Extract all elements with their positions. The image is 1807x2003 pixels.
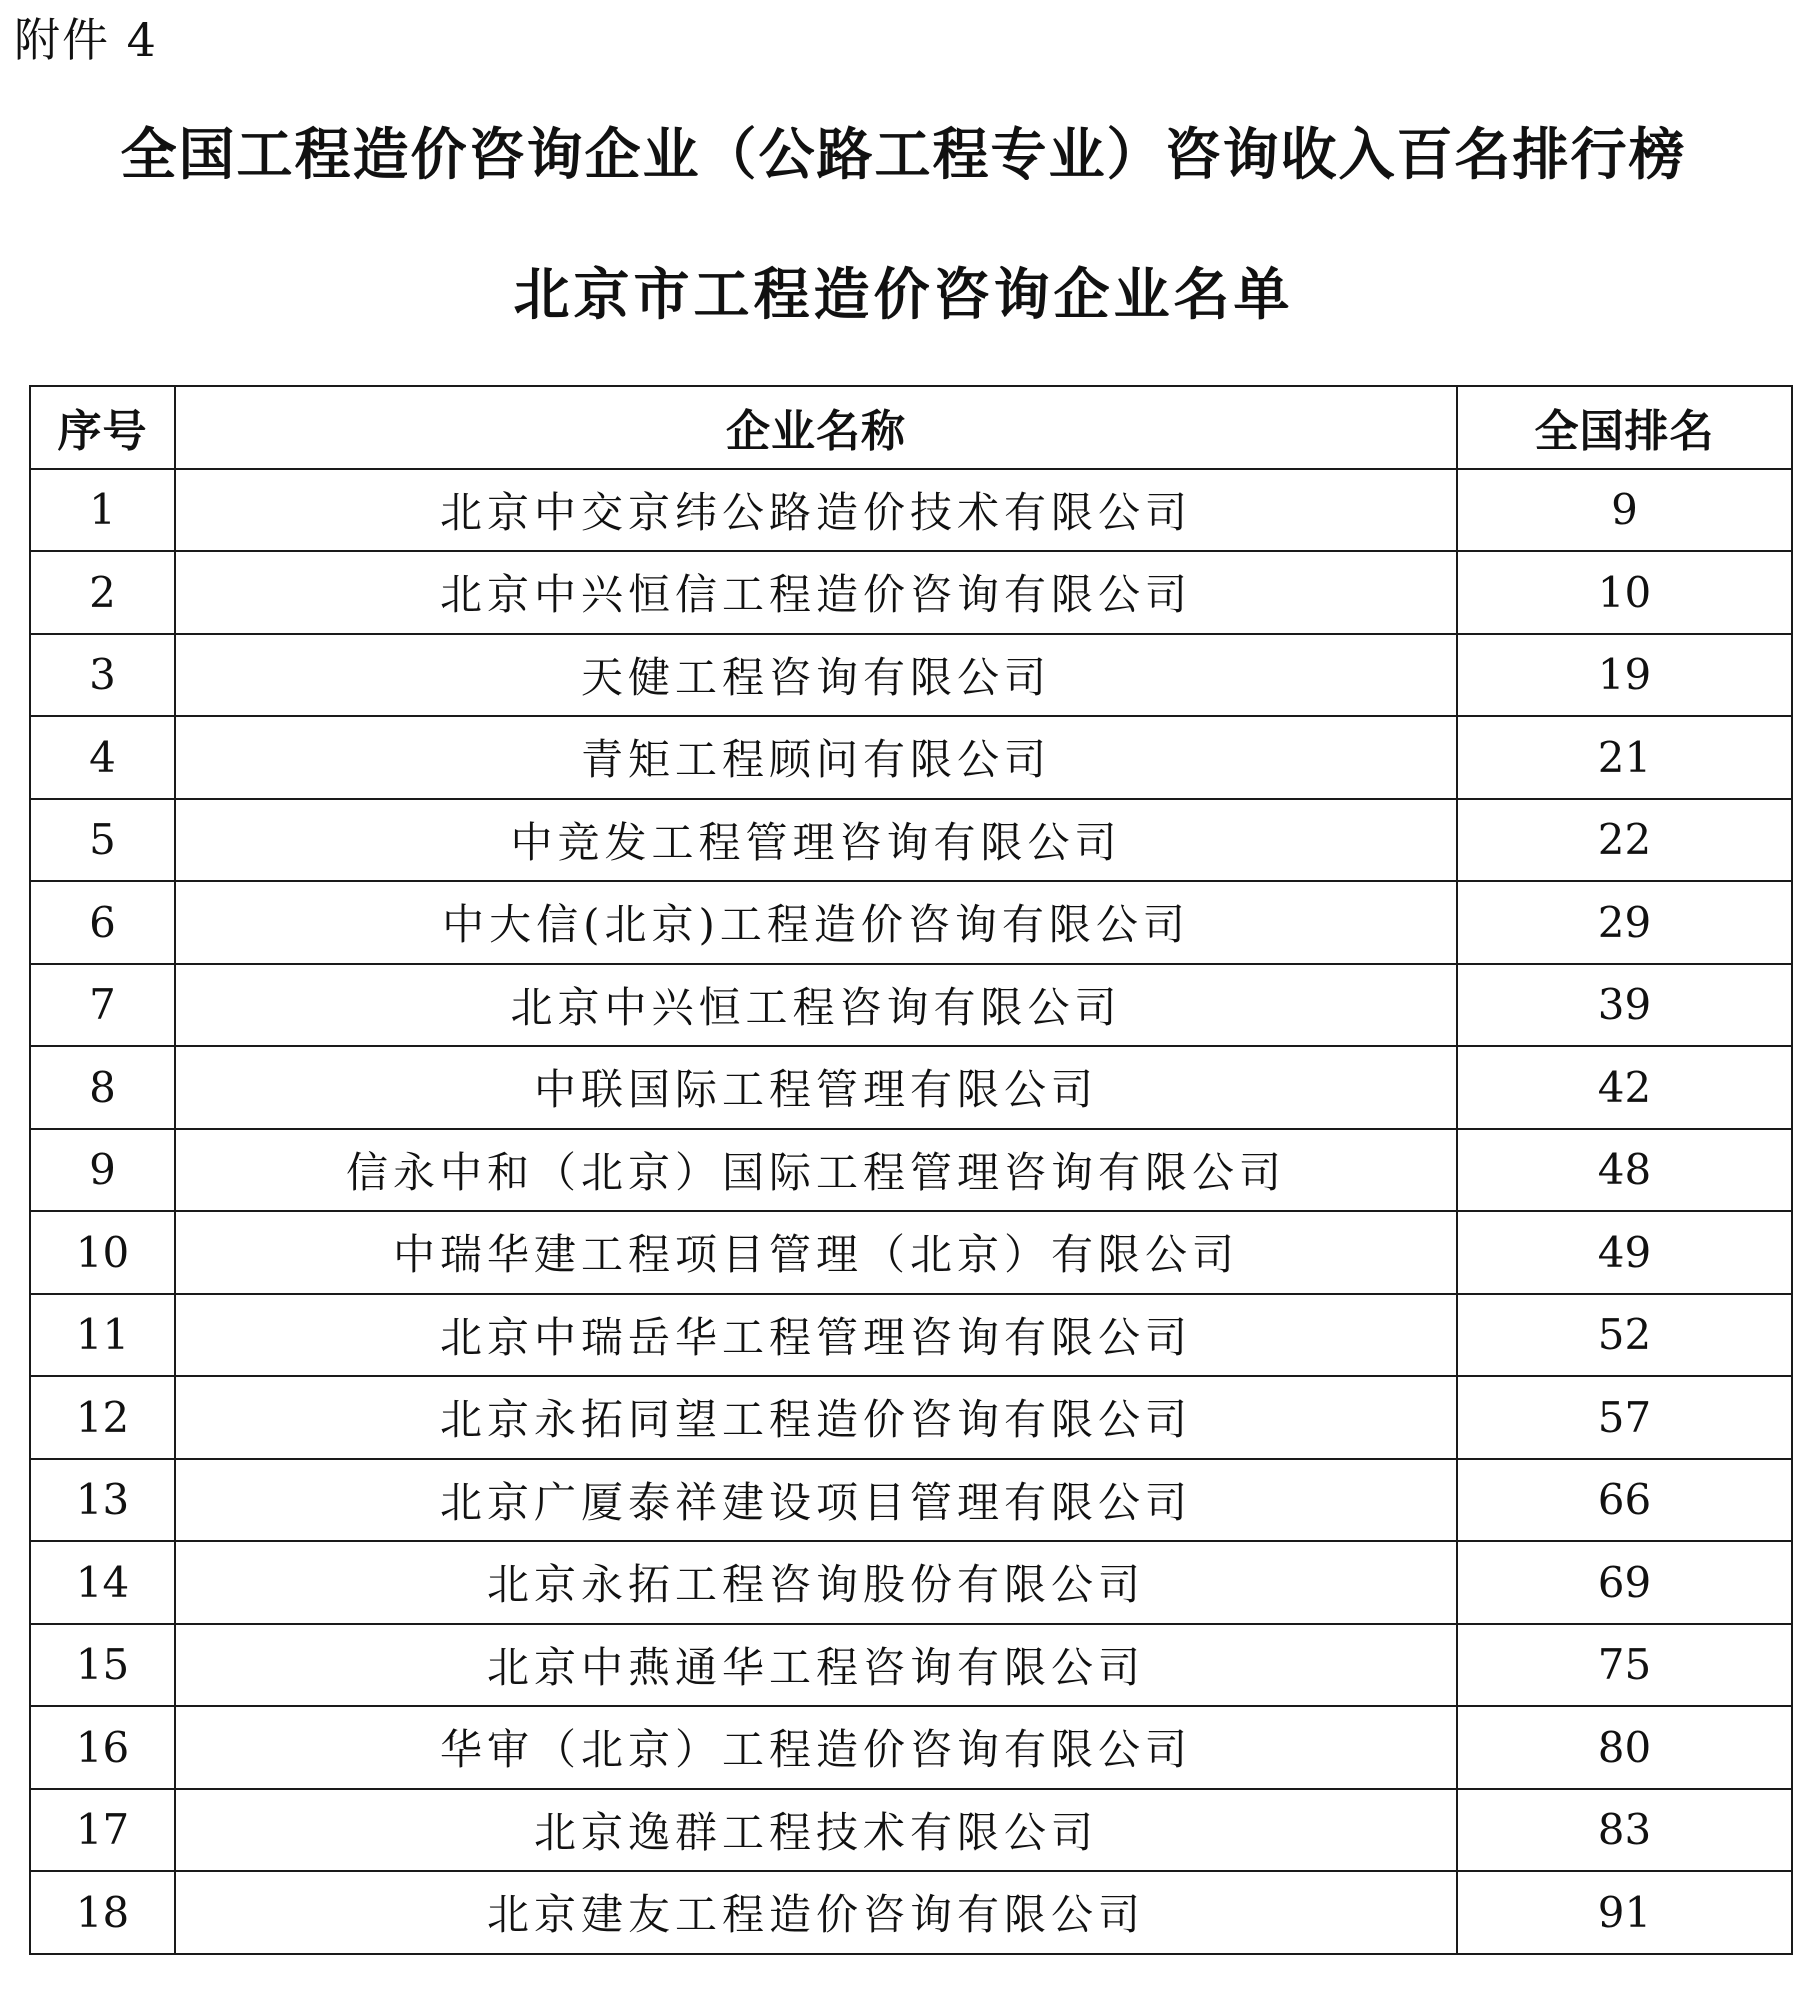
seq-cell: 3	[30, 634, 175, 717]
seq-cell: 9	[30, 1129, 175, 1212]
seq-cell: 11	[30, 1294, 175, 1377]
seq-cell: 4	[30, 716, 175, 799]
seq-cell: 14	[30, 1541, 175, 1624]
seq-cell: 16	[30, 1706, 175, 1789]
table-row	[30, 1624, 1792, 1707]
table-row	[30, 1129, 1792, 1212]
seq-cell: 8	[30, 1046, 175, 1129]
column-header-seq: 序号	[30, 386, 175, 469]
national-rank-cell: 21	[1457, 716, 1792, 799]
table-row	[30, 964, 1792, 1047]
seq-cell: 2	[30, 551, 175, 634]
document-subtitle: 北京市工程造价咨询企业名单	[513, 263, 1294, 328]
company-name-cell: 北京中兴恒工程咨询有限公司	[175, 964, 1457, 1047]
seq-cell: 1	[30, 469, 175, 552]
company-name-cell: 北京逸群工程技术有限公司	[175, 1789, 1457, 1872]
national-rank-cell: 69	[1457, 1541, 1792, 1624]
national-rank-cell: 52	[1457, 1294, 1792, 1377]
company-name-cell: 中瑞华建工程项目管理（北京）有限公司	[175, 1211, 1457, 1294]
ranking-table	[29, 385, 1793, 1955]
seq-cell: 15	[30, 1624, 175, 1707]
national-rank-cell: 80	[1457, 1706, 1792, 1789]
table-row	[30, 716, 1792, 799]
seq-cell: 6	[30, 881, 175, 964]
national-rank-cell: 91	[1457, 1871, 1792, 1954]
seq-cell: 18	[30, 1871, 175, 1954]
seq-cell: 12	[30, 1376, 175, 1459]
document-title: 全国工程造价咨询企业（公路工程专业）咨询收入百名排行榜	[120, 123, 1687, 188]
company-name-cell: 中联国际工程管理有限公司	[175, 1046, 1457, 1129]
table-row	[30, 551, 1792, 634]
national-rank-cell: 49	[1457, 1211, 1792, 1294]
company-name-cell: 北京建友工程造价咨询有限公司	[175, 1871, 1457, 1954]
table-row	[30, 469, 1792, 552]
table-row	[30, 1541, 1792, 1624]
seq-cell: 13	[30, 1459, 175, 1542]
national-rank-cell: 75	[1457, 1624, 1792, 1707]
company-name-cell: 天健工程咨询有限公司	[175, 634, 1457, 717]
national-rank-cell: 42	[1457, 1046, 1792, 1129]
company-name-cell: 北京中瑞岳华工程管理咨询有限公司	[175, 1294, 1457, 1377]
table-row	[30, 1046, 1792, 1129]
seq-cell: 7	[30, 964, 175, 1047]
table-row	[30, 1871, 1792, 1954]
national-rank-cell: 22	[1457, 799, 1792, 882]
national-rank-cell: 19	[1457, 634, 1792, 717]
table-row	[30, 799, 1792, 882]
company-name-cell: 北京中兴恒信工程造价咨询有限公司	[175, 551, 1457, 634]
national-rank-cell: 66	[1457, 1459, 1792, 1542]
company-name-cell: 中竞发工程管理咨询有限公司	[175, 799, 1457, 882]
table-header-row	[30, 386, 1792, 469]
table-body	[30, 469, 1792, 1954]
table-row	[30, 881, 1792, 964]
table-row	[30, 1294, 1792, 1377]
company-name-cell: 华审（北京）工程造价咨询有限公司	[175, 1706, 1457, 1789]
table-row	[30, 1706, 1792, 1789]
company-name-cell: 北京永拓同望工程造价咨询有限公司	[175, 1376, 1457, 1459]
table-row	[30, 1459, 1792, 1542]
national-rank-cell: 57	[1457, 1376, 1792, 1459]
attachment-label: 附件 4	[14, 13, 158, 67]
company-name-cell: 北京广厦泰祥建设项目管理有限公司	[175, 1459, 1457, 1542]
table-row	[30, 1376, 1792, 1459]
national-rank-cell: 10	[1457, 551, 1792, 634]
company-name-cell: 北京永拓工程咨询股份有限公司	[175, 1541, 1457, 1624]
company-name-cell: 信永中和（北京）国际工程管理咨询有限公司	[175, 1129, 1457, 1212]
table-row	[30, 1789, 1792, 1872]
seq-cell: 17	[30, 1789, 175, 1872]
seq-cell: 5	[30, 799, 175, 882]
table-row	[30, 1211, 1792, 1294]
table-row	[30, 634, 1792, 717]
column-header-national-rank: 全国排名	[1457, 386, 1792, 469]
national-rank-cell: 9	[1457, 469, 1792, 552]
seq-cell: 10	[30, 1211, 175, 1294]
national-rank-cell: 83	[1457, 1789, 1792, 1872]
national-rank-cell: 29	[1457, 881, 1792, 964]
national-rank-cell: 48	[1457, 1129, 1792, 1212]
company-name-cell: 北京中燕通华工程咨询有限公司	[175, 1624, 1457, 1707]
national-rank-cell: 39	[1457, 964, 1792, 1047]
company-name-cell: 青矩工程顾问有限公司	[175, 716, 1457, 799]
company-name-cell: 北京中交京纬公路造价技术有限公司	[175, 469, 1457, 552]
column-header-company-name: 企业名称	[175, 386, 1457, 469]
company-name-cell: 中大信(北京)工程造价咨询有限公司	[175, 881, 1457, 964]
